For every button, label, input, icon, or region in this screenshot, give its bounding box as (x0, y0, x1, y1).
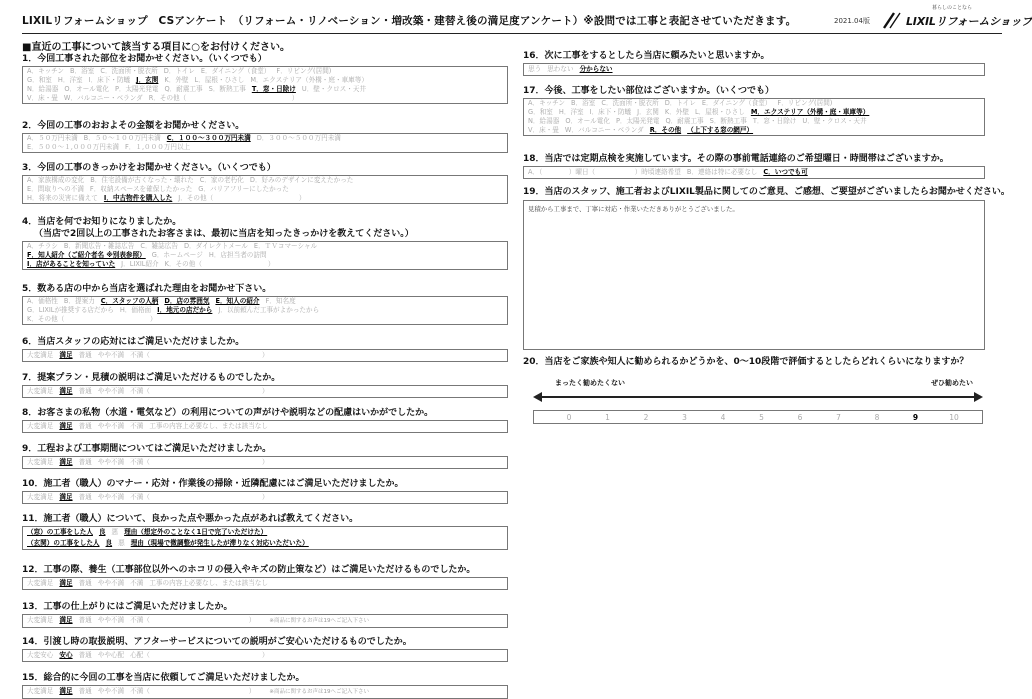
answer-options (27, 297, 503, 306)
answer-box[interactable] (22, 491, 508, 504)
question-title: 15．総合的に今回の工事を当店に依頼してご満足いただけましたか。 (22, 673, 305, 683)
selected-option[interactable]: I．中古物件を購入した (103, 194, 173, 202)
selected-option[interactable]: M．エクステリア（外構・庭・車庫等） (750, 108, 870, 116)
question-title: 18．当店では定期点検を実施しています。その際の事前電話連絡のご希望曜日・時間帯はございますか。 (523, 154, 949, 164)
answer-option[interactable]: J．玄関 (637, 108, 659, 116)
answer-option[interactable]: L．屋根・ひさし (695, 108, 745, 116)
answer-option[interactable]: H．洋室 (558, 108, 584, 116)
answer-options (27, 134, 503, 143)
answer-box[interactable] (22, 614, 508, 628)
answer-option[interactable]: F．知名度 (265, 297, 296, 305)
question-5 (22, 283, 508, 325)
answer-option[interactable]: D．ダイレクトメール (183, 242, 248, 250)
selected-option[interactable]: （窓）の工事をした人 (27, 528, 93, 536)
answer-option[interactable]: A．家族構成の変化 (27, 176, 85, 184)
arrow-right-icon (974, 392, 983, 402)
answer-option[interactable]: やや不満 (97, 458, 125, 466)
answer-box[interactable] (22, 175, 508, 204)
question-11 (22, 513, 508, 550)
answer-option[interactable]: U．壁・クロス・天井 (802, 117, 867, 125)
answer-option[interactable]: D．好みのデザインに変えたかった (249, 176, 354, 184)
answer-box[interactable] (22, 649, 508, 662)
answer-option[interactable]: 不満（ ） (130, 493, 269, 501)
answer-box[interactable] (523, 63, 985, 76)
answer-option[interactable]: E．ダイニング（食堂） (701, 99, 772, 107)
answer-option[interactable]: 普通 (78, 351, 92, 359)
question-title: 19．当店のスタッフ、施工者およびLIXIL製品に関してのご意見、ご感想、ご要望がございましたらお聞かせください。 (523, 187, 1010, 197)
answer-option[interactable]: Q．耐震工事 (665, 117, 704, 125)
answer-option[interactable]: F．１,０００万円以上 (124, 143, 191, 151)
answer-option[interactable]: B．住宅設備が古くなった・壊れた (90, 176, 194, 184)
question-2 (22, 120, 508, 153)
recommend-scale (533, 378, 983, 424)
answer-box[interactable] (22, 420, 508, 433)
question-title: 5．数ある店の中から当店を選ばれた理由をお聞かせ下さい。 (22, 284, 272, 294)
answer-option[interactable]: B．連絡は特に必要なし (686, 168, 758, 176)
question-title: 20．当店をご家族や知人に勧められるかどうかを、0～10段階で評価するとしたらどれくらいになりますか？ (523, 357, 969, 367)
scale-option[interactable]: 5 (759, 413, 764, 422)
answer-option[interactable]: W．バルコニー・ベランダ (564, 126, 644, 134)
question-15 (22, 672, 508, 699)
answer-options (27, 538, 503, 549)
question-20 (523, 356, 985, 368)
answer-option[interactable]: A．チラシ (27, 242, 58, 250)
question-title: 14．引渡し時の取扱説明、アフターサービスについての説明がご安心いただけるものでしたか。 (22, 637, 412, 647)
note-text: ※商品に関するお声は19へご記入下さい (269, 618, 370, 624)
answer-option[interactable]: K．外壁 (664, 108, 689, 116)
question-title: 1．今回工事された部位をお聞かせください。（いくつでも） (22, 54, 267, 64)
answer-option[interactable]: 普通 (78, 458, 92, 466)
form-edition: 2021.04版 (834, 17, 870, 25)
answer-option[interactable]: H．価格面 (119, 306, 152, 314)
answer-option[interactable]: 心配（ ） (130, 651, 269, 659)
answer-option[interactable]: K．外壁 (164, 76, 189, 84)
answer-options (27, 94, 503, 103)
answer-option[interactable]: 工事の内容上必要なし、または該当なし (149, 422, 268, 430)
answer-options (27, 350, 503, 361)
answer-options (27, 315, 503, 324)
answer-option[interactable]: D．トイレ (163, 67, 195, 75)
answer-options (528, 64, 980, 75)
question-10 (22, 478, 508, 504)
answer-option[interactable]: G．LIXILが推奨する店だから (27, 306, 114, 314)
answer-options (27, 85, 503, 94)
selected-option[interactable]: C．いつでも可 (763, 168, 808, 176)
answer-option[interactable]: V．床・畳 (528, 126, 559, 134)
answer-option[interactable]: O．オール電化 (64, 85, 109, 93)
scale-left-label: まったく勧めたくない (555, 379, 625, 387)
scale-option[interactable]: 7 (836, 413, 841, 422)
question-13 (22, 601, 508, 628)
selected-option[interactable]: 分からない (579, 65, 613, 73)
answer-option[interactable]: 大変満足 (27, 458, 54, 466)
answer-option[interactable]: やや不満 (97, 616, 125, 624)
answer-option[interactable]: B．新聞広告・雑誌広告 (63, 242, 135, 250)
answer-option[interactable]: やや不満 (97, 422, 125, 430)
question-9 (22, 443, 508, 469)
answer-options (27, 194, 503, 203)
question-16 (523, 50, 985, 76)
selected-option[interactable]: 良 (105, 539, 113, 547)
answer-option[interactable]: E．５００～１,０００万円未満 (27, 143, 119, 151)
selected-option[interactable]: C．１００～３００万円未満 (166, 134, 251, 142)
selected-option[interactable]: 安心 (59, 651, 73, 659)
answer-options (528, 108, 980, 117)
answer-option[interactable]: やや不満 (97, 351, 125, 359)
answer-options (27, 421, 503, 432)
question-title: 11．施工者（職人）について、良かった点や悪かった点があれば教えてください。 (22, 514, 359, 524)
answer-options (27, 578, 503, 589)
answer-option[interactable]: 不満（ ） (130, 351, 269, 359)
answer-option[interactable]: C．洗面所・脱衣所 (100, 67, 158, 75)
answer-options (27, 615, 503, 627)
question-3 (22, 162, 508, 204)
answer-option[interactable]: T．窓・日除け (752, 117, 797, 125)
answer-option[interactable]: C．洗面所・脱衣所 (601, 99, 659, 107)
answer-option[interactable]: 不満（ ） (130, 458, 269, 466)
answer-option[interactable]: J．その他（ ） (178, 194, 306, 202)
answer-option[interactable]: 思う (528, 65, 542, 73)
answer-options (27, 386, 503, 397)
question-subtitle: （当店で2回以上の工事されたお客さまは、最初に当店を知ったきっかけを教えてください。） (34, 229, 414, 239)
answer-option[interactable]: G．和室 (528, 108, 553, 116)
answer-options (27, 185, 503, 194)
question-title: 3．今回の工事のきっかけをお聞かせください。（いくつでも） (22, 163, 276, 173)
selected-option[interactable]: 満足 (59, 351, 73, 359)
answer-options (27, 251, 503, 260)
answer-options (27, 176, 503, 185)
question-title: 4．当店を何でお知りになりましたか。 (22, 217, 182, 227)
answer-option[interactable]: K．その他（ ） (164, 260, 275, 268)
answer-option[interactable]: 工事の内容上必要なし、または該当なし (149, 579, 268, 587)
answer-options (27, 492, 503, 503)
scale-option[interactable]: 1 (605, 413, 610, 422)
answer-option[interactable]: やや不満 (97, 387, 125, 395)
question-title: 9．工程および工事期間についてはご満足いただけましたか。 (22, 444, 272, 454)
answer-option[interactable]: E．ＴＶコマーシャル (253, 242, 318, 250)
question-12 (22, 564, 508, 590)
comment-textarea[interactable] (523, 200, 985, 350)
answer-box[interactable] (22, 456, 508, 469)
answer-option[interactable]: S．断熱工事 (208, 85, 246, 93)
scale-option[interactable]: 10 (949, 413, 959, 422)
answer-option[interactable]: A．５０万円未満 (27, 134, 78, 142)
answer-box[interactable] (22, 526, 508, 550)
answer-options (27, 242, 503, 251)
answer-option[interactable]: J．LIXIL紹介 (121, 260, 159, 268)
answer-option[interactable]: 大変満足 (27, 387, 54, 395)
answer-option[interactable]: L．屋根・ひさし (194, 76, 245, 84)
selected-option[interactable]: J．玄関 (136, 76, 159, 84)
answer-option[interactable]: R．その他（ ） (148, 94, 299, 102)
question-14 (22, 636, 508, 662)
scale-option[interactable]: 4 (720, 413, 726, 422)
answer-options (528, 99, 980, 108)
answer-option[interactable]: F．リビング(居間) (276, 67, 332, 75)
answer-option[interactable]: H．将来の災害に備えて (27, 194, 98, 202)
answer-option[interactable]: 大変安心 (27, 651, 54, 659)
answer-options (27, 686, 503, 698)
answer-options (27, 67, 503, 76)
answer-options (528, 126, 980, 135)
answer-option[interactable]: Q．耐震工事 (164, 85, 203, 93)
answer-option[interactable]: M．エクステリア（外構・庭・車庫等） (250, 76, 368, 84)
answer-option[interactable]: 不満（ ） (130, 616, 256, 624)
answer-option[interactable]: 普通 (78, 651, 92, 659)
answer-box[interactable] (22, 66, 508, 104)
question-title: 16．次に工事をするとしたら当店に頼みたいと思いますか。 (523, 51, 770, 61)
scale-option[interactable]: 0 (566, 413, 572, 422)
selected-option[interactable]: 満足 (59, 458, 73, 466)
answer-option[interactable]: I．床下・防蟻 (88, 76, 131, 84)
scale-right-label: ぜひ勧めたい (931, 379, 973, 387)
scale-arrow (533, 392, 983, 402)
answer-box[interactable] (22, 349, 508, 362)
answer-option[interactable]: P．太陽光発電 (615, 117, 660, 125)
question-title: 6．当店スタッフの応対にはご満足いただけましたか。 (22, 337, 245, 347)
question-6 (22, 336, 508, 362)
selected-option[interactable]: D．店の雰囲気 (164, 297, 210, 305)
answer-option[interactable]: O．オール電化 (565, 117, 610, 125)
question-4 (22, 216, 508, 270)
selected-option[interactable]: F．知人紹介（ご紹介者名 ※別表参照） (27, 251, 146, 259)
answer-option[interactable]: C．家の老朽化 (199, 176, 244, 184)
scale-options (533, 410, 983, 424)
scale-option[interactable]: 8 (874, 413, 880, 422)
logo-text: LIXILリフォームショップ (906, 15, 1032, 28)
answer-options (27, 76, 503, 85)
answer-option[interactable]: U．壁・クロス・天井 (301, 85, 367, 93)
answer-option[interactable]: F．リビング(居間) (777, 99, 833, 107)
selected-option[interactable]: 満足 (59, 687, 73, 695)
answer-option[interactable]: 普通 (78, 387, 92, 395)
answer-option[interactable]: G．和室 (27, 76, 52, 84)
answer-options (27, 260, 503, 269)
answer-option[interactable]: E．問取りへの不満 (27, 185, 84, 193)
selected-option[interactable]: 満足 (59, 387, 73, 395)
answer-options (27, 306, 503, 315)
answer-option[interactable]: 大変満足 (27, 422, 54, 430)
answer-option[interactable]: F．収納スペースを確保したかった (89, 185, 193, 193)
answer-option[interactable]: K．その他（ ） (27, 315, 157, 323)
answer-option[interactable]: N．給湯器 (528, 117, 560, 125)
answer-options (27, 650, 503, 661)
question-title: 13．工事の仕上がりにはご満足いただけましたか。 (22, 602, 233, 612)
answer-options (528, 167, 980, 178)
answer-option[interactable]: D．トイレ (664, 99, 696, 107)
answer-box[interactable] (22, 133, 508, 153)
question-7 (22, 372, 508, 398)
answer-box[interactable] (523, 166, 985, 179)
answer-option[interactable]: やや不満 (97, 579, 125, 587)
answer-option[interactable]: 悪 (111, 528, 119, 536)
selected-option[interactable]: （上下する窓の網戸） (687, 126, 754, 134)
answer-option[interactable]: E．ダイニング（食堂） (200, 67, 271, 75)
answer-option[interactable]: D．３００～５００万円未満 (256, 134, 341, 142)
answer-option[interactable]: 普通 (78, 422, 92, 430)
selected-option[interactable]: 満足 (59, 422, 73, 430)
question-17 (523, 85, 985, 136)
selected-option[interactable]: I．店があることを知っていた (27, 260, 116, 268)
answer-option[interactable]: S．断熱工事 (709, 117, 747, 125)
answer-option[interactable]: 大変満足 (27, 687, 54, 695)
lixil-logo (880, 4, 1032, 32)
answer-option[interactable]: 普通 (78, 493, 92, 501)
answer-box[interactable] (22, 385, 508, 398)
comment-text: 見積から工事まで、丁寧に対応・作業いただきありがとうございました。 (528, 205, 739, 213)
answer-option[interactable]: 不満 (130, 422, 144, 430)
answer-option[interactable]: 普通 (78, 616, 92, 624)
answer-options (528, 117, 980, 126)
question-title: 8．お客さまの私物（水道・電気など）の利用についての声がけや説明などの配慮はいかがでしたか。 (22, 408, 434, 418)
selected-option[interactable]: （玄関）の工事をした人 (27, 539, 100, 547)
scale-option[interactable]: 6 (797, 413, 803, 422)
answer-option[interactable]: H．洋室 (57, 76, 83, 84)
selected-option[interactable]: 良 (98, 528, 106, 536)
answer-option[interactable]: B．提案力 (63, 297, 95, 305)
answer-option[interactable]: 悪 (118, 539, 125, 547)
answer-options (27, 527, 503, 538)
answer-option[interactable]: P．太陽光発電 (114, 85, 159, 93)
selected-option[interactable]: T．窓・日除け (251, 85, 296, 93)
answer-option[interactable]: 思わない (547, 65, 574, 73)
answer-option[interactable]: 不満（ ） (130, 687, 256, 695)
answer-option[interactable]: B．５０～１００万円未満 (83, 134, 161, 142)
question-title: 12．工事の際、養生（工事部位以外へのホコリの侵入やキズの防止策など）はご満足いただけるものでしたか。 (22, 565, 476, 575)
answer-option[interactable]: 普通 (78, 687, 92, 695)
answer-option[interactable]: J．以前頼んだ工事がよかったから (218, 306, 320, 314)
selected-option[interactable]: 理由（想定外のことなく1日で完了いただけた） (124, 528, 268, 536)
question-title: 7．提案プラン・見積の説明はご満足いただけるものでしたか。 (22, 373, 281, 383)
answer-options (27, 143, 503, 152)
selected-option[interactable]: I．地元の店だから (157, 306, 213, 314)
answer-option[interactable]: G．バリアフリーにしたかった (198, 185, 289, 193)
scale-option-selected[interactable]: 9 (912, 413, 919, 422)
logo-tagline: 暮らしのことなら (932, 5, 973, 11)
answer-box[interactable] (22, 241, 508, 270)
note-text: ※商品に関するお声は19へご記入下さい (269, 689, 370, 695)
answer-option[interactable]: B．浴室 (571, 99, 596, 107)
answer-option[interactable]: G．ホームページ (151, 251, 203, 259)
answer-option[interactable]: 不満（ ） (130, 387, 269, 395)
scale-option[interactable]: 2 (643, 413, 649, 422)
answer-option[interactable]: 大変満足 (27, 493, 54, 501)
selected-option[interactable]: R．その他 (649, 126, 682, 134)
answer-option[interactable]: V．床・畳 (27, 94, 58, 102)
answer-options (27, 457, 503, 468)
answer-option[interactable]: 大変満足 (27, 616, 54, 624)
answer-option[interactable]: I．床下・防蟻 (589, 108, 632, 116)
question-1 (22, 53, 508, 104)
survey-header (22, 5, 1032, 34)
question-19 (523, 186, 1010, 350)
section-heading: ■直近の工事について該当する項目に○をお付けください。 (22, 42, 290, 53)
answer-option[interactable]: 普通 (78, 579, 92, 587)
survey-title: LIXILリフォームショップ CSアンケート （リフォーム・リノベーション・増改築・建替え後の満足度アンケート）※設問では工事と表記させていただきます。 (22, 15, 797, 27)
answer-option[interactable]: 不満 (130, 579, 144, 587)
answer-option[interactable]: W．バルコニー・ベランダ (63, 94, 143, 102)
scale-option[interactable]: 3 (682, 413, 687, 422)
question-title: 2．今回の工事のおおよその金額をお聞かせください。 (22, 121, 245, 131)
answer-option[interactable]: 大変満足 (27, 579, 54, 587)
selected-option[interactable]: 満足 (59, 579, 73, 587)
answer-option[interactable]: やや不満 (97, 687, 125, 695)
question-18 (523, 153, 985, 179)
answer-option[interactable]: A．（ ）曜日（ ）時頃連絡希望 (528, 168, 681, 176)
answer-box[interactable] (22, 296, 508, 325)
selected-option[interactable]: 理由（現場で微調整が発生したが滞りなく対応いただいた） (130, 539, 309, 547)
selected-option[interactable]: E．知人の紹介 (215, 297, 260, 305)
question-title: 10．施工者（職人）のマナー・応対・作業後の掃除・近隣配慮にはご満足いただけましたか。 (22, 479, 404, 489)
question-title: 17．今後、工事をしたい部位はございますか。（いくつでも） (523, 86, 775, 96)
answer-option[interactable]: A．キッチン (528, 99, 566, 107)
answer-option[interactable]: N．給湯器 (27, 85, 59, 93)
answer-box[interactable] (22, 577, 508, 590)
selected-option[interactable]: C．スタッフの人柄 (100, 297, 159, 305)
selected-option[interactable]: 満足 (59, 493, 73, 501)
answer-option[interactable]: やや心配 (97, 651, 125, 659)
answer-option[interactable]: H．店担当者の訪問 (208, 251, 267, 259)
question-8 (22, 407, 508, 433)
answer-option[interactable]: A．キッチン (27, 67, 65, 75)
answer-box[interactable] (22, 685, 508, 699)
answer-box[interactable] (523, 98, 985, 136)
selected-option[interactable]: 満足 (59, 616, 73, 624)
answer-option[interactable]: C．雑誌広告 (140, 242, 178, 250)
answer-option[interactable]: やや不満 (97, 493, 125, 501)
answer-option[interactable]: A．価格性 (27, 297, 58, 305)
answer-option[interactable]: 大変満足 (27, 351, 54, 359)
answer-option[interactable]: B．浴室 (70, 67, 95, 75)
